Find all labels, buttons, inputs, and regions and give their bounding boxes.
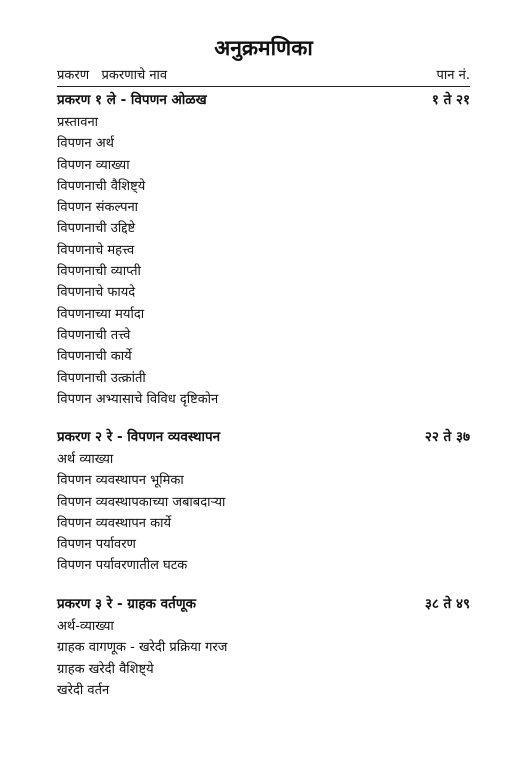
toc-header-page-no: पान नं.: [436, 68, 470, 83]
topic-item: विपणनाची उत्क्रांती: [57, 370, 146, 386]
topic-item: विपणनाचे फायदे: [57, 285, 136, 301]
topic-item: विपणन व्यवस्थापन कार्ये: [57, 515, 172, 531]
chapter-title: प्रकरण १ ले - विपणन ओळख: [57, 92, 207, 108]
topic-item: विपणनाच्या मर्यादा: [57, 306, 145, 322]
topic-item: अर्थ व्याख्या: [57, 452, 114, 467]
chapter-title: प्रकरण ३ रे - ग्राहक वर्तणूक: [57, 596, 196, 612]
topic-item: अर्थ-व्याख्या: [57, 619, 114, 634]
chapter-page-range: १ ते २१: [431, 92, 470, 108]
topic-item: विपणनाची वैशिष्ट्ये: [57, 178, 146, 194]
page-title: अनुक्रमणिका: [214, 36, 313, 60]
topic-item: विपणनाची व्याप्ती: [57, 264, 141, 280]
chapter-topics: [57, 113, 470, 410]
chapter-3: [57, 594, 470, 702]
topic-item: प्रस्तावना: [57, 115, 99, 130]
topic-item: ग्राहक खरेदी वैशिष्ट्ये: [57, 661, 154, 677]
topic-item: ग्राहक वागणूक - खरेदी प्रक्रिया गरज: [57, 640, 228, 656]
topic-item: विपणन पर्यावरणातील घटक: [57, 558, 188, 574]
topic-item: विपणनाचे महत्त्व: [57, 242, 135, 258]
chapter-topics: [57, 617, 470, 701]
toc-header-chapter-name: प्रकरण प्रकरणाचे नाव: [57, 68, 168, 83]
topic-item: विपणन संकल्पना: [57, 200, 139, 216]
topic-item: विपणन व्यवस्थापकाच्या जबाबदाऱ्या: [57, 494, 226, 510]
chapter-title: प्रकरण २ रे - विपणन व्यवस्थापन: [57, 429, 221, 445]
chapter-heading: [57, 594, 470, 614]
topic-item: विपणन अर्थ: [57, 136, 114, 152]
chapter-heading: [57, 90, 470, 110]
topic-item: विपणनाची तत्त्वे: [57, 327, 131, 343]
topic-item: विपणनाची कार्ये: [57, 349, 132, 365]
topic-item: विपणन पर्यावरण: [57, 537, 136, 553]
topic-item: खरेदी वर्तन: [57, 682, 110, 698]
topic-item: विपणन अभ्यासाचे विविध दृष्टिकोन: [57, 391, 219, 407]
topic-item: विपणन व्यवस्थापन भूमिका: [57, 473, 184, 489]
header-divider: [57, 86, 470, 87]
chapter-1: [57, 90, 470, 411]
chapter-topics: [57, 450, 470, 576]
topic-item: विपणनाची उद्दिष्टे: [57, 221, 136, 237]
chapter-2: [57, 427, 470, 578]
chapter-heading: [57, 427, 470, 447]
chapter-page-range: ३८ ते ४९: [424, 596, 470, 612]
toc-header: [57, 67, 470, 85]
topic-item: विपणन व्याख्या: [57, 157, 130, 173]
chapter-page-range: २२ ते ३७: [424, 429, 470, 445]
